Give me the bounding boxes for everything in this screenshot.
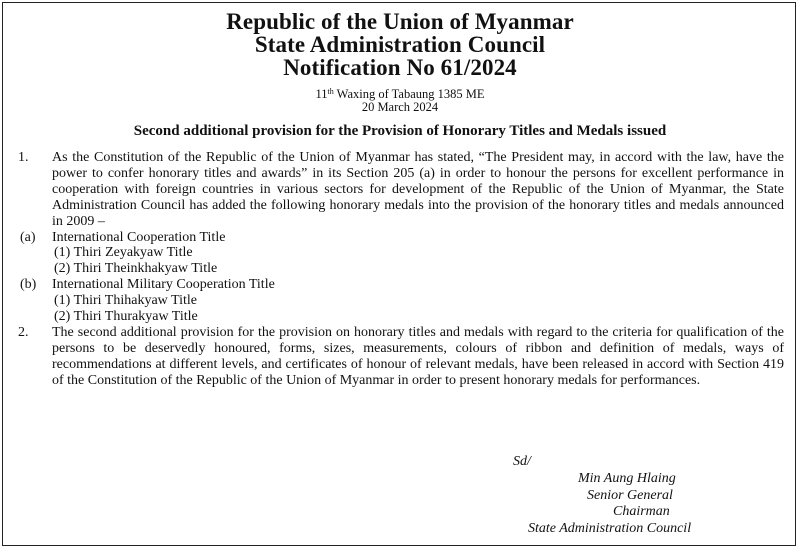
title-entry: (2) Thiri Thurakyaw Title xyxy=(54,309,198,325)
paragraph-number: 2. xyxy=(18,324,29,340)
signed-mark: Sd/ xyxy=(513,454,531,469)
signature-block xyxy=(520,471,780,537)
myanmar-day-suffix: th xyxy=(327,87,334,96)
signatory-position: Chairman xyxy=(613,504,670,519)
item-label: International Cooperation Title xyxy=(52,229,226,245)
paragraph-2 xyxy=(18,325,784,389)
title-entry: (1) Thiri Thihakyaw Title xyxy=(54,293,197,309)
list-item xyxy=(18,230,784,246)
gregorian-date: 20 March 2024 xyxy=(361,100,439,114)
title-entry: (1) Thiri Zeyakyaw Title xyxy=(54,245,193,261)
country-title: Republic of the Union of Myanmar xyxy=(226,9,574,34)
paragraph-1 xyxy=(18,150,784,230)
signatory-rank: Senior General xyxy=(587,487,673,503)
myanmar-date-rest: Waxing of Tabaung 1385 ME xyxy=(333,87,485,101)
item-letter: (b) xyxy=(20,277,37,293)
paragraph-text: The second additional provision for the provision on honorary titles and medals with regard to the criteria for qualification of the persons to be deservedly honoured, forms, sizes, measurements, colours of ribbon and definition of medals, ways of recommendations at different levels, and certificates of honour of relevant medals, have been released in accord with Section 419 of the Constitution of the Republic of the Union of Myanmar in order to present honorary medals for performances. xyxy=(52,324,784,388)
council-title: State Administration Council xyxy=(254,32,546,57)
item-label: International Military Cooperation Title xyxy=(52,277,275,293)
title-entry: (2) Thiri Theinkhakyaw Title xyxy=(54,261,218,277)
notification-body xyxy=(18,150,784,389)
item-letter: (a) xyxy=(20,229,36,245)
notification-number: Notification No 61/2024 xyxy=(283,55,517,80)
date-block xyxy=(0,88,800,114)
signatory-name: Min Aung Hlaing xyxy=(578,471,676,486)
paragraph-number: 1. xyxy=(18,150,29,165)
list-item xyxy=(18,277,784,293)
signatory-organization: State Administration Council xyxy=(528,520,692,536)
paragraph-text: As the Constitution of the Republic of the Union of Myanmar has stated, “The President may, in accord with the law, have the power to confer honorary titles and awards” in its Section 205 (a) in order to honour the persons for excellent performance in cooperation with foreign countries in various sectors for development of the Republic of the Union of Myanmar, the State Administration Council has added the following honorary medals into the provision of the honorary titles and medals announced in 2009 – xyxy=(52,150,784,229)
subject-heading: Second additional provision for the Provision of Honorary Titles and Medals issued xyxy=(133,123,667,139)
notification-header xyxy=(0,10,800,79)
myanmar-day: 11 xyxy=(315,87,328,101)
